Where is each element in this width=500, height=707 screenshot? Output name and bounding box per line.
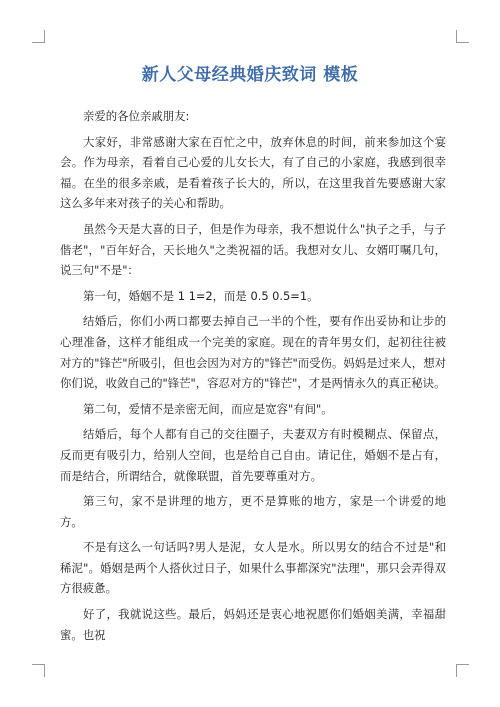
document-title: 新人父母经典婚庆致词 模板 <box>141 65 359 85</box>
paragraph-greeting: 亲爱的各位亲戚朋友: <box>83 109 190 123</box>
paragraph: 结婚后，你们小两口都要去掉自己一半的个性，要有作出妥协和让步的心理准备，这样才能组成一个完美的家庭。现在的青年男女们，起初往往被对方的"锋芒"所吸引，但也会因为对方的"锋芒"而受伤。妈妈是过来人，想对你们说，收敛自己的"锋芒"，容忍对方的"锋芒"，才是两情永久的真正秘诀。 <box>60 314 446 391</box>
paragraph: 好了，我就说这些。最后，妈妈还是衷心地祝愿你们婚姻美满，幸福甜蜜。也祝 <box>60 607 446 642</box>
crop-mark-top-right <box>456 30 469 43</box>
paragraph: 虽然今天是大喜的日子，但是作为母亲，我不想说什么"执子之手，与子偕老"，"百年好合，天长地久"之类祝福的话。我想对女儿、女婿叮嘱几句，说三句"不是"： <box>60 221 446 278</box>
document-body <box>60 106 446 650</box>
paragraph: 结婚后，每个人都有自己的交往圈子，夫妻双方有时模糊点、保留点，反而更有吸引力，给别人空间，也是给自己自由。请记住，婚姻不是占有，而是结合，所谓结合，就像联盟，首先要尊重对方。 <box>60 427 446 483</box>
paragraph: 第二句，爱情不是亲密无间，而应是宽容"有间"。 <box>83 401 333 416</box>
paragraph: 第一句，婚姻不是 1 1=2，而是 0.5 0.5=1。 <box>83 288 319 303</box>
crop-mark-bottom-left <box>32 664 45 677</box>
paragraph: 第三句，家不是讲理的地方，更不是算账的地方，家是一个讲爱的地方。 <box>60 494 446 529</box>
paragraph: 不是有这么一句话吗?男人是泥，女人是水。所以男女的结合不过是"和稀泥"。婚姻是两个人搭伙过日子，如果什么事都深究"法理"，那只会弄得双方很疲惫。 <box>60 540 446 596</box>
crop-mark-bottom-right <box>456 664 469 677</box>
crop-mark-top-left <box>32 30 45 43</box>
paragraph: 大家好，非常感谢大家在百忙之中，放弃休息的时间，前来参加这个宴会。作为母亲，看着自己心爱的儿女长大，有了自己的小家庭，我感到很幸福。在坐的很多亲戚，是看着孩子长大的，所以，在这里我首先要感谢大家这么多年来对孩子的关心和帮助。 <box>60 134 446 211</box>
